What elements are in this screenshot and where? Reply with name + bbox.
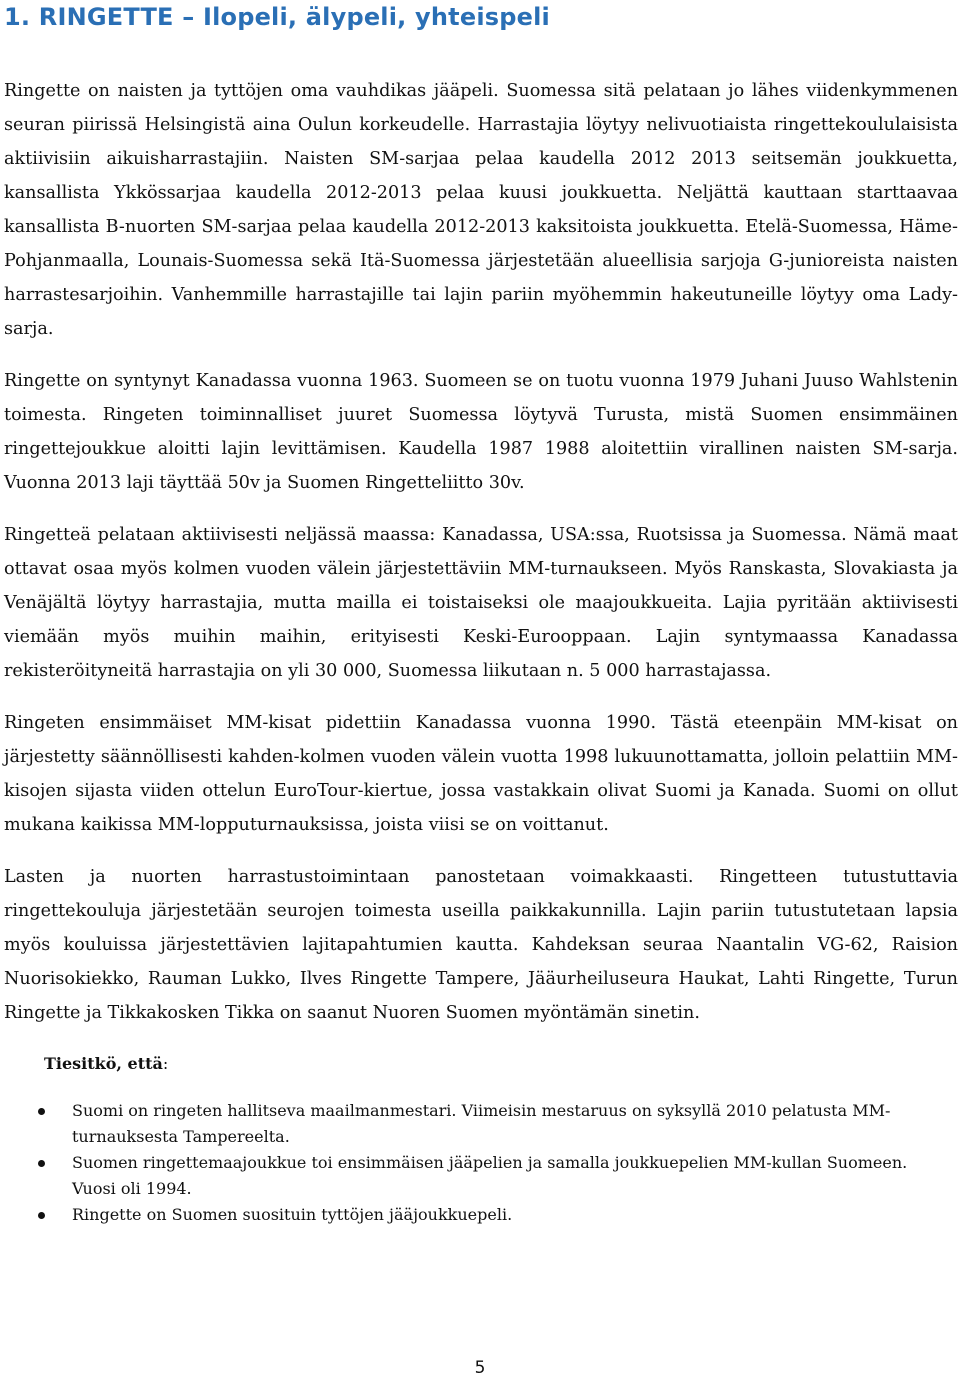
facts-title-bold: Tiesitkö, että [44, 1054, 163, 1073]
facts-item-text: Suomen ringettemaajoukkue toi ensimmäisen jääpelien ja samalla joukkuepelien MM-kullan Suomeen. Vuosi oli 1994. [72, 1153, 908, 1198]
document-page [4, 0, 958, 1228]
paragraph-youth-activities: Lasten ja nuorten harrastustoimintaan panostetaan voimakkaasti. Ringetteen tutustuttavia ringettekouluja järjestetään seurojen toimesta useilla paikkakunnilla. Lajin pariin tutustutetaan lapsia myös kouluissa järjestettävien lajitapahtumien kautta. Kahdeksan seuraa Naantalin VG-62, Raision Nuorisokiekko, Rauman Lukko, Ilves Ringette Tampere, Jääurheiluseura Haukat, Lahti Ringette, Turun Ringette ja Tikkakosken Tikka on saanut Nuoren Suomen myöntämän sinetin. [4, 867, 958, 1023]
paragraph-countries: Ringetteä pelataan aktiivisesti neljässä maassa: Kanadassa, USA:ssa, Ruotsissa ja Suomessa. Nämä maat ottavat osaa myös kolmen vuoden välein järjestettäviin MM-turnaukseen. Myös Ranskasta, Slovakiasta ja Venäjältä löytyy harrastajia, mutta mailla ei toistaiseksi ole maajoukkueita. Lajia pyritään aktiivisesti viemään myös muihin maihin, erityisesti Keski-Eurooppaan. Lajin syntymaassa Kanadassa rekisteröityneitä harrastajia on yli 30 000, Suomessa liikutaan n. 5 000 harrastajassa. [4, 525, 958, 681]
facts-title-colon: : [162, 1054, 169, 1073]
facts-item-text: Ringette on Suomen suosituin tyttöjen jääjoukkuepeli. [72, 1205, 513, 1224]
facts-list-item [4, 1098, 958, 1150]
paragraph-introduction: Ringette on naisten ja tyttöjen oma vauhdikas jääpeli. Suomessa sitä pelataan jo lähes viidenkymmenen seuran piirissä Helsingistä aina Oulun korkeudelle. Harrastajia löytyy nelivuotiaista ringettekoululaisista aktiivisiin aikuisharrastajiin. Naisten SM-sarjaa pelaa kaudella 2012 2013 seitsemän joukkuetta, kansallista Ykkössarjaa kaudella 2012-2013 pelaa kuusi joukkuetta. Neljättä kauttaan starttaavaa kansallista B-nuorten SM-sarjaa pelaa kaudella 2012-2013 kaksitoista joukkuetta. Etelä-Suomessa, Häme-Pohjanmaalla, Lounais-Suomessa sekä Itä-Suomessa järjestetään alueellisia sarjoja G-junioreista naisten harrastesarjoihin. Vanhemmille harrastajille tai lajin pariin myöhemmin hakeutuneille löytyy oma Lady-sarja. [4, 81, 958, 339]
bullet-icon [38, 1212, 45, 1219]
bullet-icon [38, 1160, 45, 1167]
page-number: 5 [474, 1358, 486, 1378]
facts-item-text: Suomi on ringeten hallitseva maailmanmestari. Viimeisin mestaruus on syksyllä 2010 pelatusta MM-turnauksesta Tampereelta. [72, 1101, 891, 1146]
paragraph-world-championships: Ringeten ensimmäiset MM-kisat pidettiin Kanadassa vuonna 1990. Tästä eteenpäin MM-kisat on järjestetty säännöllisesti kahden-kolmen vuoden välein vuotta 1998 lukuunottamatta, jolloin pelattiin MM-kisojen sijasta viiden ottelun EuroTour-kiertue, jossa vastakkain olivat Suomi ja Kanada. Suomi on ollut mukana kaikissa MM-lopputurnauksissa, joista viisi se on voittanut. [4, 713, 958, 835]
facts-list-item [4, 1150, 958, 1202]
bullet-icon [38, 1108, 45, 1115]
facts-list-item [4, 1202, 958, 1228]
facts-title [44, 1052, 958, 1076]
section-heading: 1. RINGETTE – Ilopeli, älypeli, yhteispeli [4, 3, 550, 31]
paragraph-history: Ringette on syntynyt Kanadassa vuonna 1963. Suomeen se on tuotu vuonna 1979 Juhani Juuso Wahlstenin toimesta. Ringeten toiminnalliset juuret Suomessa löytyvä Turusta, mistä Suomen ensimmäinen ringettejoukkue aloitti lajin levittämisen. Kaudella 1987 1988 aloitettiin virallinen naisten SM-sarja. Vuonna 2013 laji täyttää 50v ja Suomen Ringetteliitto 30v. [4, 371, 958, 493]
facts-list [4, 1098, 958, 1228]
